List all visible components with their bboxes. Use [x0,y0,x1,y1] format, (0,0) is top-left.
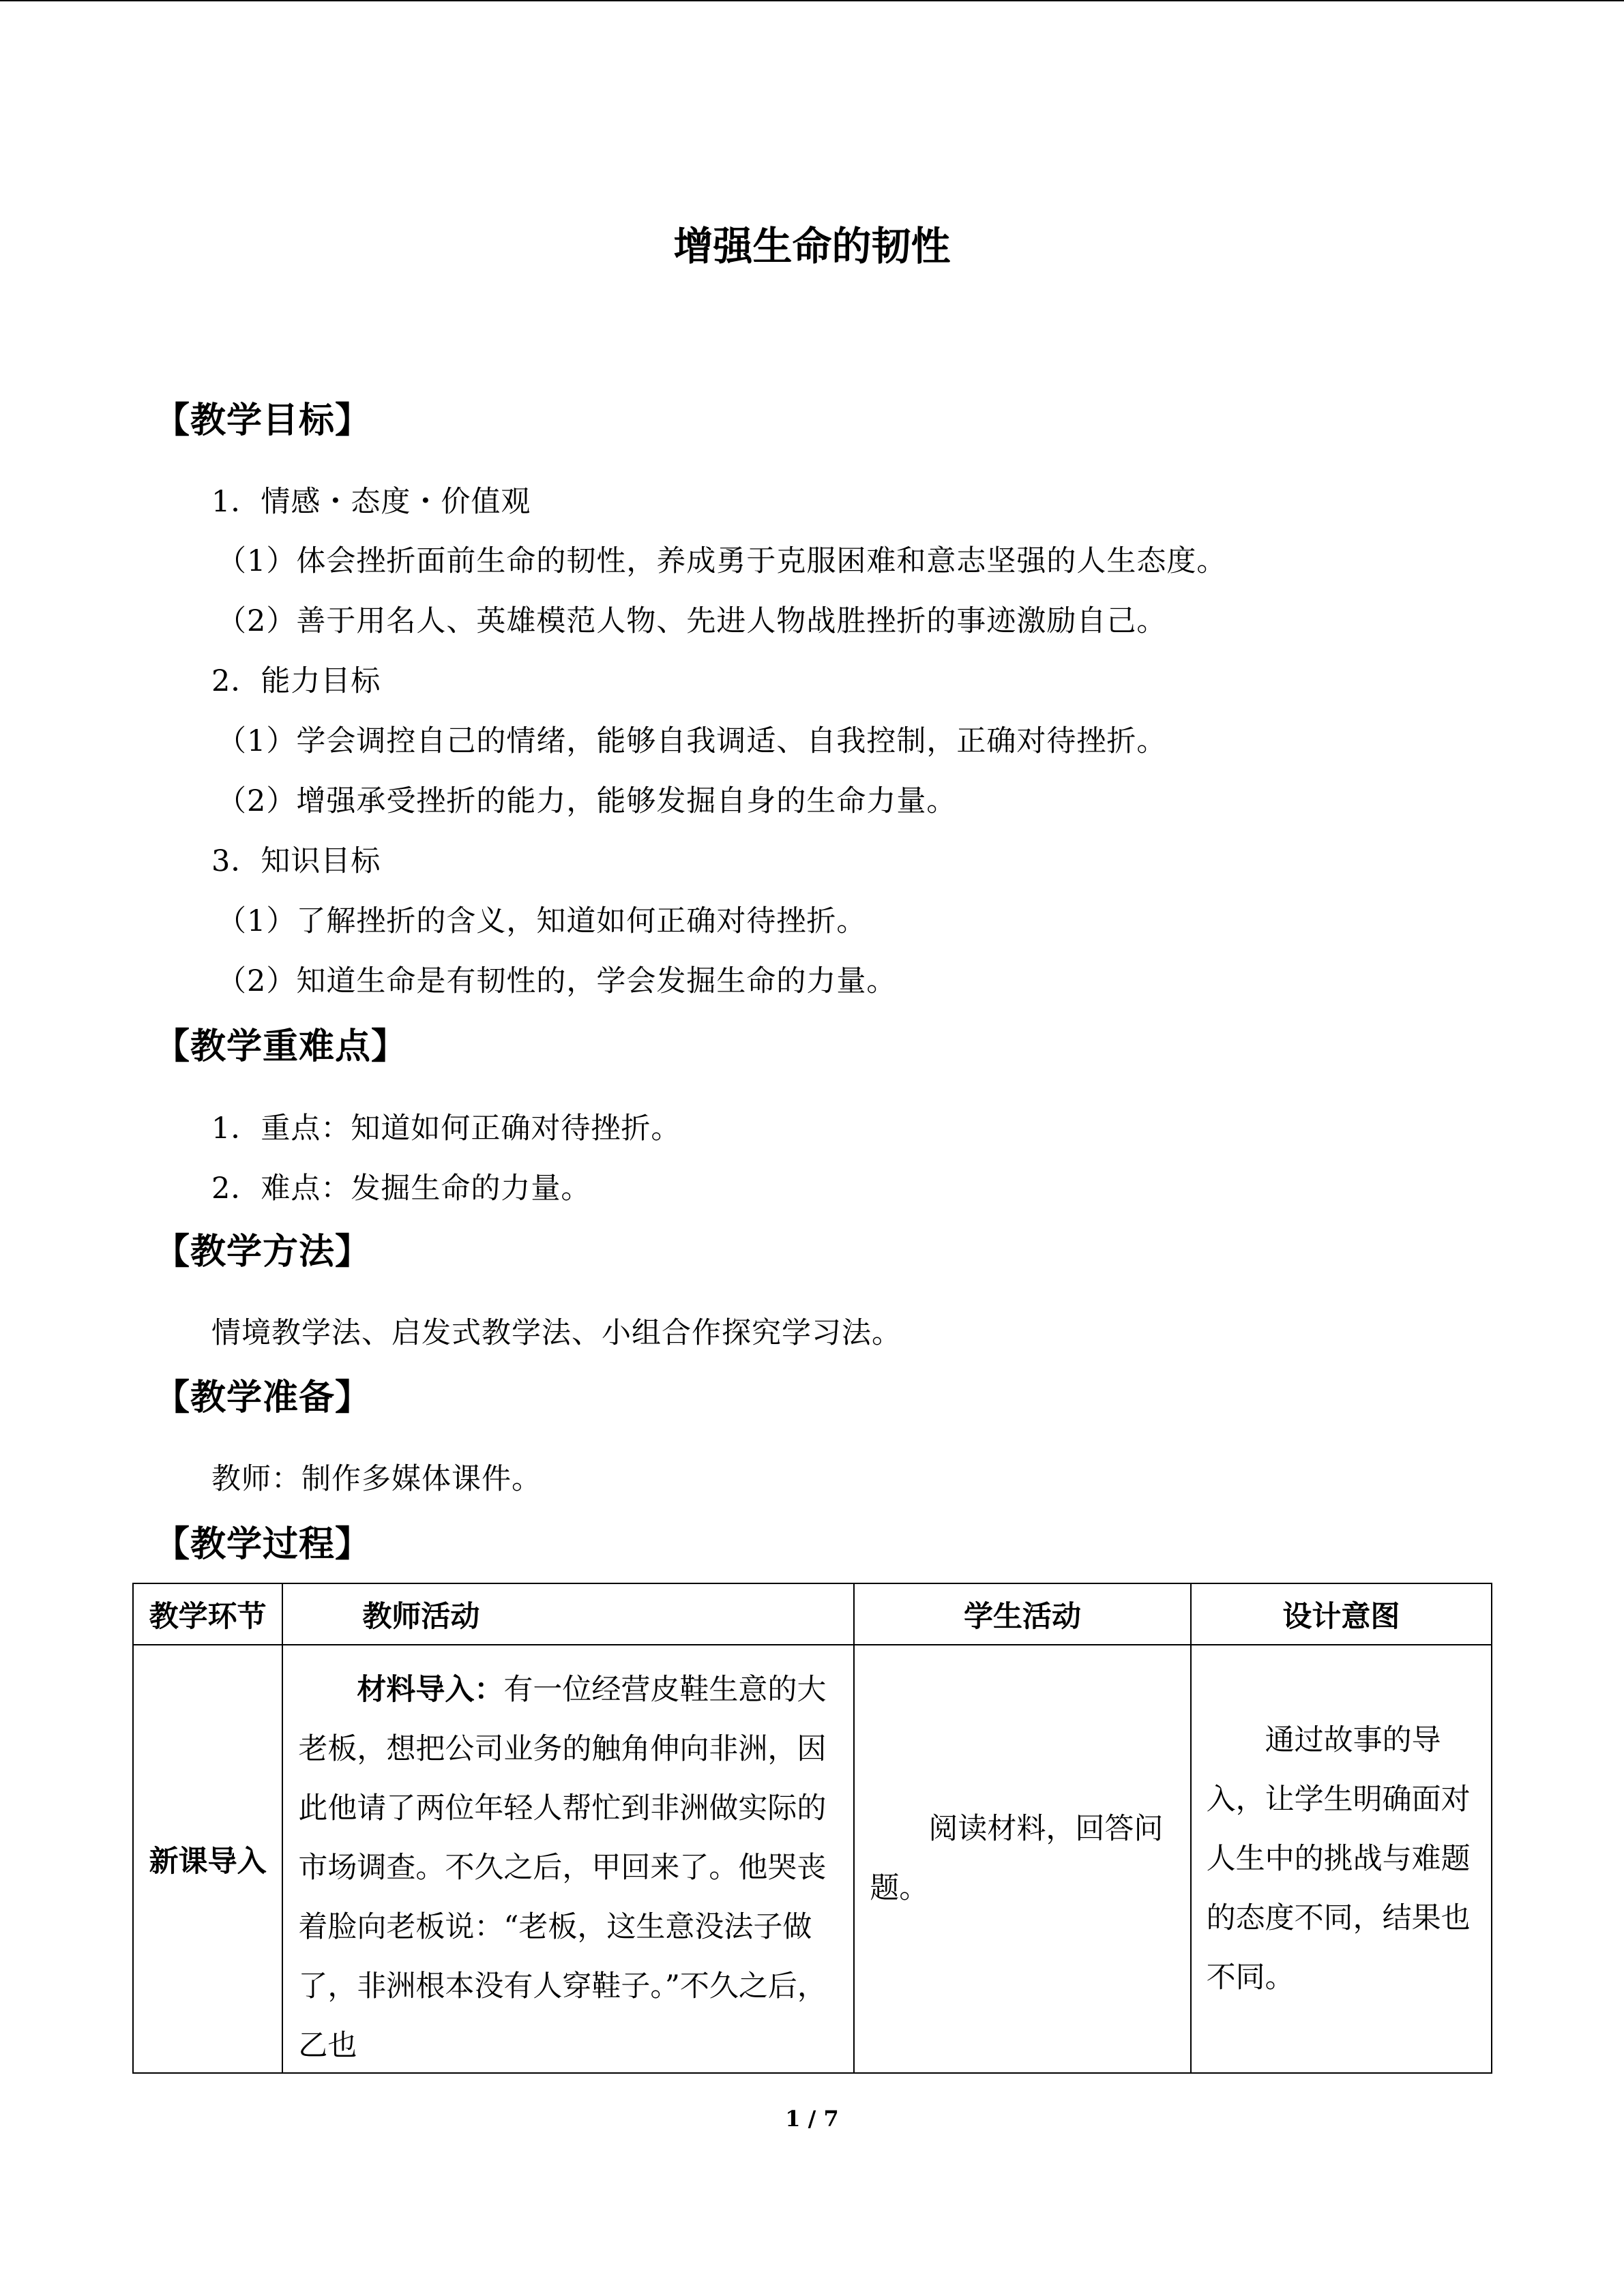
teacher-activity-text: 有一位经营皮鞋生意的大老板，想把公司业务的触角伸向非洲，因此他请了两位年轻人帮忙到非洲做实际的市场调查。不久之后，甲回来了。他哭丧着脸向老板说：“老板，这生意没法子做了，非洲根本没有人穿鞋子。”不久之后，乙也 [298,1673,827,2063]
table-header-row [133,1583,1492,1645]
stage-cell: 新课导入 [133,1645,282,2073]
table-row [133,1645,1492,2073]
process-heading: 【教学过程】 [154,1524,372,1565]
teacher-activity-cell [282,1645,854,2073]
page-number: 1 / 7 [785,2106,839,2132]
objective-line: （1）了解挫折的含义，知道如何正确对待挫折。 [217,904,867,938]
header-teacher-activity: 教师活动 [282,1583,854,1645]
key-points-heading: 【教学重难点】 [154,1026,408,1067]
objective-line: 1．情感・态度・价值观 [211,485,531,519]
preparation-text: 教师：制作多媒体课件。 [211,1462,542,1496]
student-activity-cell: 阅读材料，回答问题。 [854,1645,1190,2073]
objective-line: 2．能力目标 [211,664,381,698]
methods-text: 情境教学法、启发式教学法、小组合作探究学习法。 [211,1316,902,1350]
objective-line: （2）增强承受挫折的能力，能够发掘自身的生命力量。 [217,784,957,818]
header-student-activity: 学生活动 [854,1583,1190,1645]
key-point-line: 1．重点：知道如何正确对待挫折。 [211,1112,681,1146]
objectives-heading: 【教学目标】 [154,400,372,441]
objective-line: （1）学会调控自己的情绪，能够自我调适、自我控制，正确对待挫折。 [217,724,1167,758]
header-stage: 教学环节 [133,1583,282,1645]
document-title: 增强生命的韧性 [673,223,951,269]
objective-line: （2）知道生命是有韧性的，学会发掘生命的力量。 [217,964,897,998]
teacher-activity-lead: 材料导入： [357,1673,504,1707]
header-design-intent: 设计意图 [1191,1583,1492,1645]
key-point-line: 2．难点：发掘生命的力量。 [211,1172,591,1206]
design-intent-cell: 通过故事的导入，让学生明确面对人生中的挑战与难题的态度不同，结果也不同。 [1191,1645,1492,2073]
objective-line: 3．知识目标 [211,844,381,878]
preparation-heading: 【教学准备】 [154,1377,372,1418]
objective-line: （1）体会挫折面前生命的韧性，养成勇于克服困难和意志坚强的人生态度。 [217,544,1227,578]
objective-line: （2）善于用名人、英雄模范人物、先进人物战胜挫折的事迹激励自己。 [217,604,1167,638]
process-table [132,1583,1492,2074]
methods-heading: 【教学方法】 [154,1232,372,1272]
